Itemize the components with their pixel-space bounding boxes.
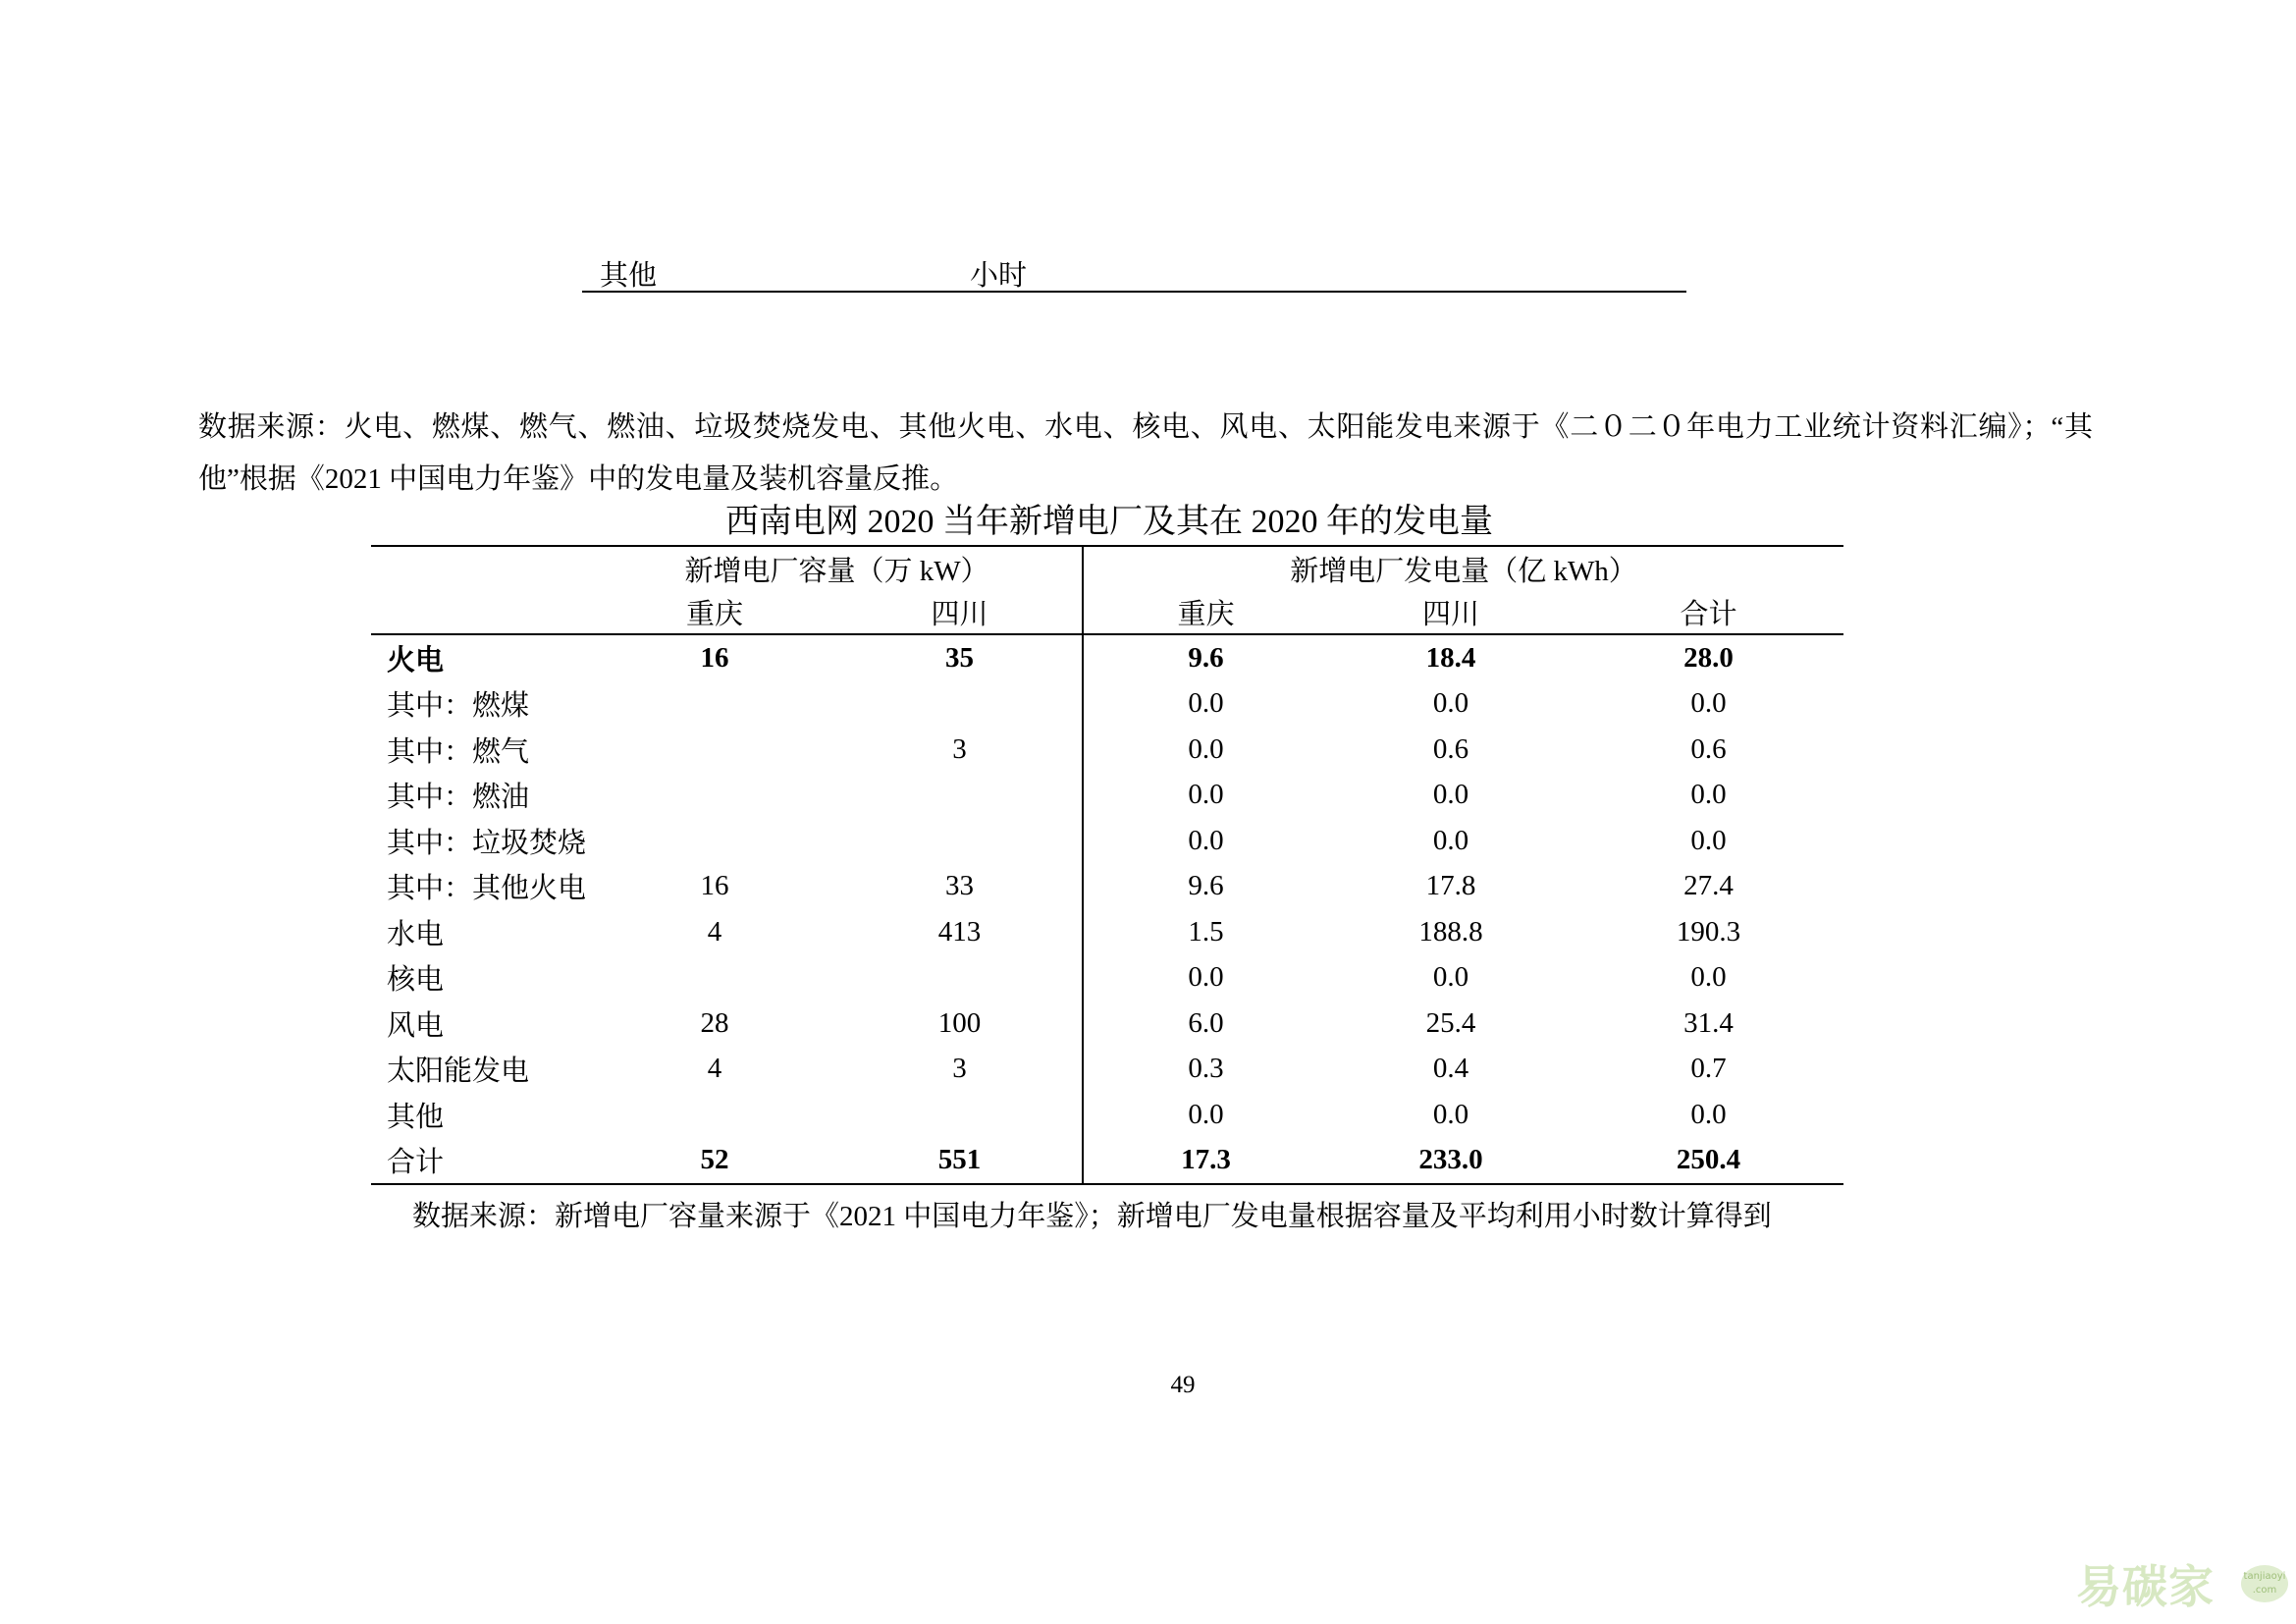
table-title: 西南电网 2020 当年新增电厂及其在 2020 年的发电量 [725, 504, 1493, 540]
table-cell: 9.6 [1083, 634, 1328, 681]
table-cell [837, 681, 1083, 728]
table-cell [592, 818, 837, 864]
row-label: 其中：燃煤 [387, 690, 530, 723]
table-cell: 0.0 [1432, 687, 1469, 720]
watermark-text: 易碳家 [2076, 1560, 2215, 1613]
row-label: 火电 [387, 644, 445, 677]
table-cell: 0.4 [1432, 1053, 1469, 1085]
table-cell: 0.0 [1083, 773, 1328, 819]
table-cell [837, 955, 1083, 1001]
row-label: 核电 [387, 964, 445, 997]
table-row [371, 681, 1843, 728]
data-source-paragraph: 数据来源：火电、燃煤、燃气、燃油、垃圾焚烧发电、其他火电、水电、核电、风电、太阳能发电来源于《二０二０年电力工业统计资料汇编》；“其他”根据《2021 中国电力年鉴》中的发电量及装机容量反推。 [198, 411, 2093, 495]
table-cell: 0.0 [1083, 818, 1328, 864]
row-label: 风电 [387, 1009, 445, 1042]
row-label: 其中：燃气 [387, 735, 530, 768]
row-label: 水电 [387, 918, 445, 950]
table-cell: 0.0 [1432, 961, 1469, 994]
table-cell: 16 [700, 870, 729, 902]
table-row [371, 909, 1843, 955]
table-cell: 0.0 [1432, 779, 1469, 811]
page-number: 49 [1170, 1372, 1196, 1398]
table-cell: 0.0 [1690, 687, 1727, 720]
header-blank [371, 546, 592, 590]
table-cell: 0.0 [1432, 1098, 1469, 1130]
table-cell: 190.3 [1676, 915, 1741, 947]
sub-header-total-generation: 合计 [1574, 590, 1843, 634]
row-label: 太阳能发电 [387, 1056, 530, 1088]
table-cell [837, 773, 1083, 819]
table-cell: 18.4 [1425, 641, 1476, 674]
table-cell: 1.5 [1083, 909, 1328, 955]
table-cell: 413 [937, 915, 982, 947]
table-cell [592, 773, 837, 819]
table-cell: 0.3 [1083, 1047, 1328, 1093]
table-cell: 0.0 [1083, 1092, 1328, 1138]
table-row [371, 1047, 1843, 1093]
previous-table-tail [582, 247, 1686, 293]
table-cell [592, 681, 837, 728]
new-plant-generation-table [371, 545, 1843, 1185]
table-cell: 52 [592, 1138, 837, 1185]
group-header-capacity: 新增电厂容量（万 kW） [592, 546, 1083, 590]
row-label: 合计 [371, 1138, 592, 1185]
table-cell: 0.6 [1690, 732, 1727, 765]
table-cell: 25.4 [1425, 1006, 1476, 1039]
table-row [371, 1092, 1843, 1138]
table-cell: 33 [945, 870, 974, 902]
table-cell: 17.3 [1083, 1138, 1328, 1185]
table-cell: 16 [700, 641, 729, 674]
row-label: 其中：燃油 [387, 782, 530, 814]
table-cell [837, 818, 1083, 864]
header-blank [371, 590, 592, 634]
table-cell: 0.0 [1690, 1098, 1727, 1130]
table-cell: 551 [837, 1138, 1083, 1185]
table-cell: 0.0 [1083, 681, 1328, 728]
table-row [371, 1001, 1843, 1047]
table-cell: 6.0 [1083, 1001, 1328, 1047]
table-cell: 3 [952, 732, 967, 765]
watermark-logo [2076, 1551, 2287, 1613]
table-cell: 4 [707, 915, 722, 947]
table-cell: 17.8 [1425, 870, 1476, 902]
table-cell [592, 1092, 837, 1138]
watermark-domain-badge: tanjiaoyi .com [2241, 1565, 2288, 1602]
table-cell: 188.8 [1418, 915, 1483, 947]
table-cell [592, 955, 837, 1001]
sub-header-sichuan-capacity: 四川 [837, 590, 1083, 634]
table-cell: 233.0 [1328, 1138, 1574, 1185]
table-cell: 0.0 [1690, 779, 1727, 811]
table-row [371, 634, 1843, 681]
table-cell: 0.7 [1690, 1053, 1727, 1085]
table-cell: 0.6 [1432, 732, 1469, 765]
table-cell: 27.4 [1683, 870, 1734, 902]
sub-header-chongqing-capacity: 重庆 [592, 590, 837, 634]
table-cell: 31.4 [1683, 1006, 1734, 1039]
table-cell: 100 [937, 1006, 982, 1039]
table-row [371, 773, 1843, 819]
table-row [371, 864, 1843, 910]
group-header-row [371, 546, 1843, 590]
table-cell: 0.0 [1083, 955, 1328, 1001]
table-row [371, 727, 1843, 773]
table-cell: 0.0 [1083, 727, 1328, 773]
group-header-generation: 新增电厂发电量（亿 kWh） [1083, 546, 1843, 590]
table-row [371, 818, 1843, 864]
row-label: 其他 [387, 1101, 445, 1133]
table-row [371, 955, 1843, 1001]
sub-header-sichuan-generation: 四川 [1328, 590, 1574, 634]
table-cell: 250.4 [1574, 1138, 1843, 1185]
table-cell: 0.0 [1690, 824, 1727, 856]
prev-row-label: 其他 [600, 260, 658, 292]
table-cell: 0.0 [1690, 961, 1727, 994]
table-cell: 35 [945, 641, 974, 674]
row-label: 其中：垃圾焚烧 [387, 827, 587, 859]
table-cell: 28 [700, 1006, 729, 1039]
table-cell: 3 [952, 1053, 967, 1085]
prev-row-unit: 小时 [970, 260, 1028, 292]
table-row [371, 1138, 1843, 1185]
sub-header-row [371, 590, 1843, 634]
row-label: 其中：其他火电 [387, 873, 587, 905]
table-cell: 4 [707, 1053, 722, 1085]
table-cell [592, 727, 837, 773]
table-cell: 9.6 [1083, 864, 1328, 910]
table-cell: 28.0 [1683, 641, 1734, 674]
sub-header-chongqing-generation: 重庆 [1083, 590, 1328, 634]
table-cell [837, 1092, 1083, 1138]
table-source-note: 数据来源：新增电厂容量来源于《2021 中国电力年鉴》；新增电厂发电量根据容量及平均利用小时数计算得到 [412, 1201, 1772, 1232]
table-cell: 0.0 [1432, 824, 1469, 856]
